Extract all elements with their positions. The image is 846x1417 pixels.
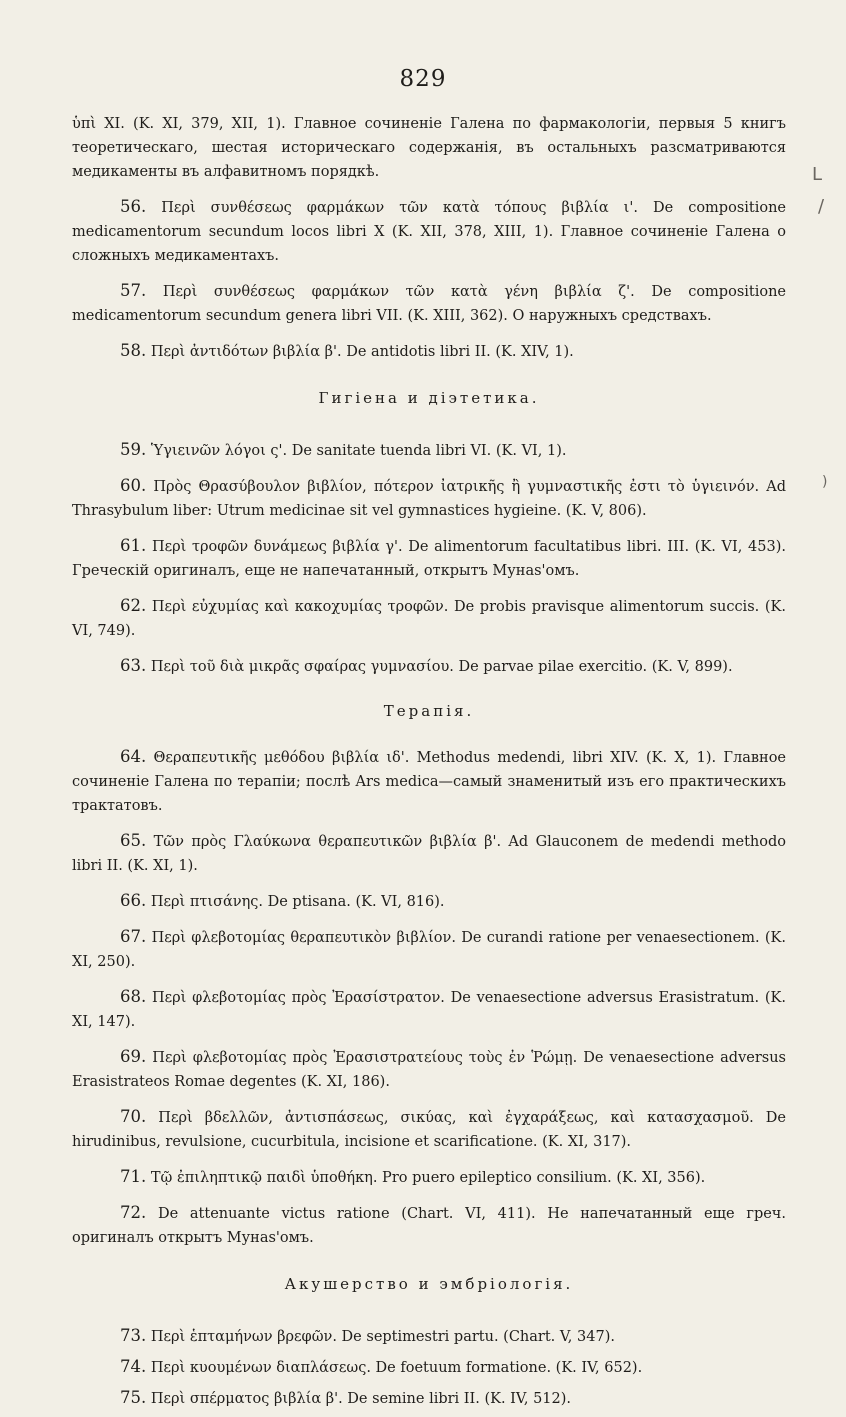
entry-number: 65.: [120, 831, 147, 850]
entry-text: Περὶ πτισάνης. De ptisana. (K. VI, 816).: [150, 894, 445, 910]
entry-text: Περὶ κυουμένων διαπλάσεως. De foetuum formatione. (K. IV, 652).: [150, 1360, 643, 1376]
section-heading-hygiene: Гигіена и діэтетика.: [318, 389, 540, 407]
entry-text: Περὶ φλεβοτομίας θεραπευτικὸν βιβλίον. De curandi ratione per venaesectionem. (K. XI, 250).: [72, 930, 786, 970]
entry-number: 59.: [120, 440, 147, 459]
entry-number: 66.: [120, 891, 147, 910]
entry-67: [72, 925, 786, 974]
entry-number: 70.: [120, 1107, 147, 1126]
entry-number: 75.: [120, 1388, 147, 1407]
entry-text: Περὶ βδελλῶν, ἀντισπάσεως, σικύας, καὶ ἐγχαράξεως, καὶ κατασχασμοῦ. De hirudinibus, revulsione, cucurbitula, incisione et scarificatione. (K. XI, 317).: [72, 1110, 786, 1150]
entry-number: 58.: [120, 341, 147, 360]
entry-number: 64.: [120, 747, 147, 766]
entry-text: Περὶ εὐχυμίας καὶ κακοχυμίας τροφῶν. De probis pravisque alimentorum succis. (K. VI, 749).: [72, 599, 786, 639]
entry-number: 69.: [120, 1047, 147, 1066]
page-number: 829: [399, 66, 447, 92]
entry-text: De attenuante victus ratione (Chart. VI, 411). Не напечатанный еще греч. оригиналъ открытъ Мунаs'омъ.: [72, 1206, 787, 1246]
entry-73: [72, 1324, 786, 1349]
margin-pencil-mark: ): [822, 474, 828, 490]
entry-number: 57.: [120, 281, 147, 300]
entry-number: 61.: [120, 536, 147, 555]
entry-56: [72, 195, 786, 268]
entry-74: [72, 1355, 786, 1380]
section-heading-therapy: Терапія.: [383, 702, 475, 720]
entry-number: 71.: [120, 1167, 147, 1186]
entry-text: Περὶ τροφῶν δυνάμεως βιβλία γ'. De alimentorum facultatibus libri. III. (K. VI, 453). Греческій оригиналъ, еще не напечатанный, открытъ Мунаs'омъ.: [72, 539, 786, 579]
paragraph: [72, 112, 786, 184]
margin-pencil-mark: /: [818, 196, 825, 217]
entry-text: Θεραπευτικῆς μεθόδου βιβλία ιδ'. Methodus medendi, libri XIV. (K. X, 1). Главное сочиненіе Галена по терапіи; послѣ Ars medica—самый знаменитый изъ его практическихъ трактатовъ.: [72, 750, 786, 814]
entry-64: [72, 745, 786, 818]
entry-number: 72.: [120, 1203, 147, 1222]
entry-59: [72, 438, 786, 463]
document-body: [72, 112, 786, 1417]
entry-number: 63.: [120, 656, 147, 675]
entry-58: [72, 339, 786, 364]
entry-70: [72, 1105, 786, 1154]
entry-text: Περὶ ἑπταμήνων βρεφῶν. De septimestri partu. (Chart. V, 347).: [150, 1329, 615, 1345]
entry-72: [72, 1201, 786, 1250]
entry-text: Πρὸς Θρασύβουλον βιβλίον, πότερον ἰατρικῆς ἢ γυμναστικῆς ἐστι τὸ ὑγιεινόν. Ad Thrasybulum liber: Utrum medicinae sit vel gymnastices hygieine. (K. V, 806).: [72, 479, 786, 519]
section-heading-obstetrics: Акушерство и эмбріологія.: [284, 1275, 574, 1293]
margin-pencil-mark: L: [812, 164, 823, 185]
entry-text: Περὶ σπέρματος βιβλία β'. De semine libri II. (K. IV, 512).: [150, 1391, 572, 1407]
entry-63: [72, 654, 786, 679]
entry-text: Περὶ φλεβοτομίας πρὸς Ἐρασίστρατον. De venaesectione adversus Erasistratum. (K. XI, 147).: [72, 990, 786, 1030]
paragraph-text: ὑπὶ XI. (K. XI, 379, XII, 1). Главное сочиненіе Галена по фармакологіи, первыя 5 книгъ теоретическаго, шестая историческаго содержанія, въ остальныхъ разсматриваются медикаменты въ алфавитномъ порядкѣ.: [72, 116, 786, 180]
entry-62: [72, 594, 786, 643]
entry-number: 73.: [120, 1326, 147, 1345]
entry-68: [72, 985, 786, 1034]
entry-57: [72, 279, 786, 328]
entry-text: Περὶ τοῦ διὰ μικρᾶς σφαίρας γυμνασίου. De parvae pilae exercitio. (K. V, 899).: [150, 659, 733, 675]
entry-text: Περὶ συνθέσεως φαρμάκων τῶν κατὰ γένη βιβλία ζ'. De compositione medicamentorum secundum genera libri VII. (K. XIII, 362). O наружныхъ средствахъ.: [72, 284, 787, 324]
entry-text: Ὑγιεινῶν λόγοι ς'. De sanitate tuenda libri VI. (K. VI, 1).: [150, 443, 567, 459]
entry-number: 68.: [120, 987, 147, 1006]
entry-number: 60.: [120, 476, 147, 495]
entry-number: 56.: [120, 197, 147, 216]
entry-number: 67.: [120, 927, 147, 946]
entry-text: Τῶν πρὸς Γλαύκωνα θεραπευτικῶν βιβλία β'. Ad Glauconem de medendi methodo libri II. (K. XI, 1).: [72, 834, 786, 874]
entry-65: [72, 829, 786, 878]
entry-66: [72, 889, 786, 914]
entry-text: Τῷ ἐπιληπτικῷ παιδὶ ὑποθήκη. Pro puero epileptico consilium. (K. XI, 356).: [150, 1170, 706, 1186]
entry-61: [72, 534, 786, 583]
entry-number: 62.: [120, 596, 147, 615]
entry-60: [72, 474, 786, 523]
entry-text: Περὶ συνθέσεως φαρμάκων τῶν κατὰ τόπους βιβλία ι'. De compositione medicamentorum secundum locos libri X (K. XII, 378, XIII, 1). Главное сочиненіе Галена о сложныхъ медикаментахъ.: [72, 200, 787, 264]
entry-text: Περὶ φλεβοτομίας πρὸς Ἐρασιστρατείους τοὺς ἐν Ῥώμῃ. De venaesectione adversus Erasistrateos Romae degentes (K. XI, 186).: [72, 1050, 786, 1090]
entry-number: 74.: [120, 1357, 147, 1376]
entry-75: [72, 1386, 786, 1411]
entry-71: [72, 1165, 786, 1190]
entry-text: Περὶ ἀντιδότων βιβλία β'. De antidotis libri II. (K. XIV, 1).: [150, 344, 574, 360]
entry-69: [72, 1045, 786, 1094]
